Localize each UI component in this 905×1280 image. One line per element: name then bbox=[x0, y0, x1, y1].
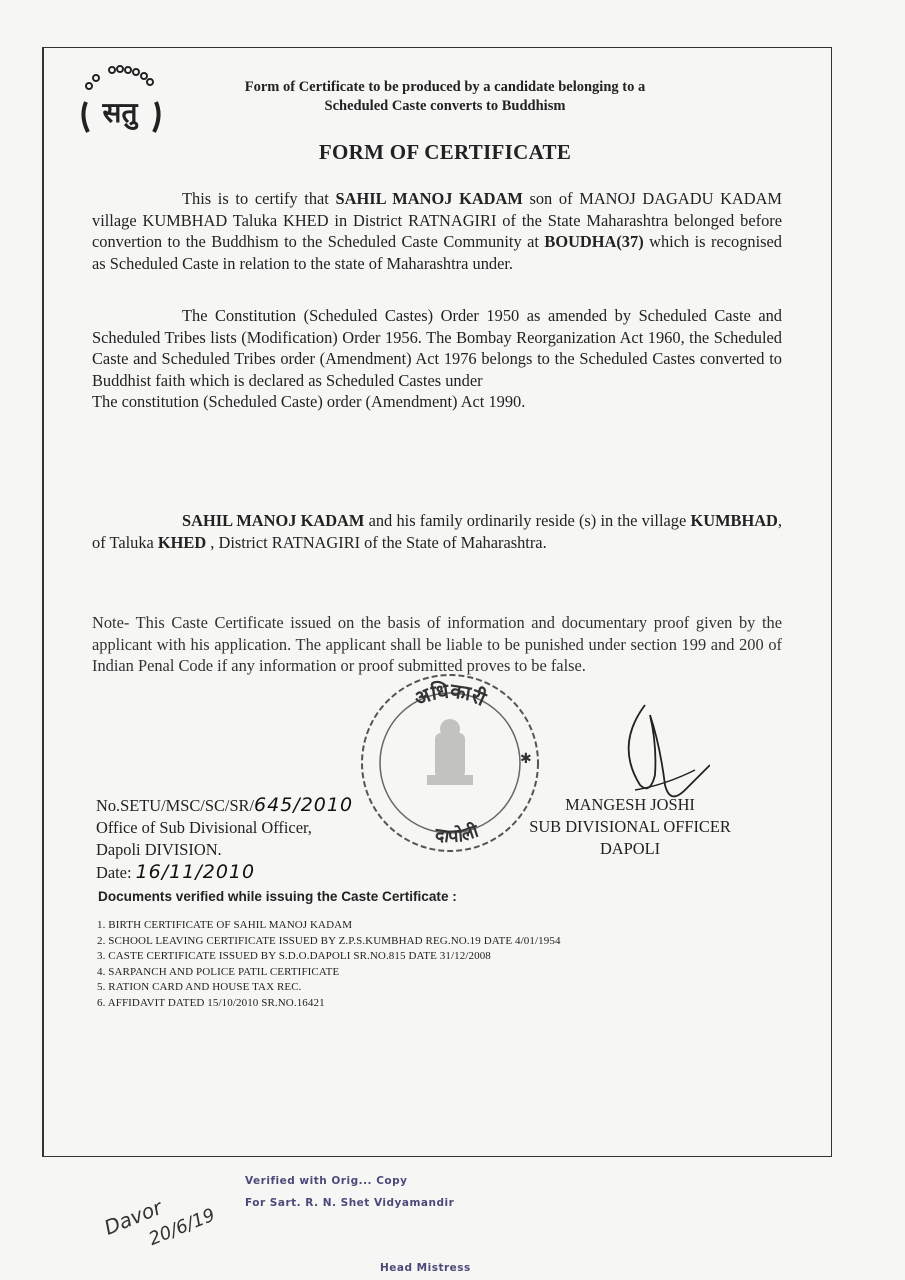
star-icon: ✱ bbox=[520, 752, 532, 767]
officer-name: MANGESH JOSHI bbox=[565, 795, 695, 814]
verification-stamp-line-1: Verified with Orig... Copy bbox=[245, 1175, 408, 1187]
issue-date-handwritten: 16/11/2010 bbox=[135, 861, 256, 883]
emblem-icon bbox=[427, 719, 473, 785]
setu-logo bbox=[74, 64, 166, 146]
issue-date bbox=[96, 861, 353, 884]
header-line-2: Scheduled Caste converts to Buddhism bbox=[324, 98, 566, 114]
header-line-1: Form of Certificate to be produced by a candidate belonging to a bbox=[244, 79, 646, 95]
documents-list bbox=[97, 918, 561, 1011]
initials-signature bbox=[95, 1170, 245, 1250]
constitution-last-line: The constitution (Scheduled Caste) order (Amendment) Act 1990. bbox=[92, 392, 526, 411]
para3-text-3: , District RATNAGIRI of the State of Maharashtra. bbox=[206, 532, 547, 552]
seal-bottom-text: दापोली bbox=[433, 820, 482, 848]
constitution-text: The Constitution (Scheduled Castes) Order 1950 as amended by Scheduled Caste and Scheduled Tribes lists (Modification) Order 1956. The Bombay Reorganization Act 1960, the Scheduled Caste and Scheduled Tribes order (Amendment) Act 1976 belongs to the Scheduled Castes converted to Buddhist faith which is declared as Scheduled Castes under bbox=[92, 306, 782, 390]
issuing-office bbox=[96, 794, 353, 884]
division-name: Dapoli DIVISION. bbox=[96, 840, 222, 859]
para1-text-3: which is recognised as Scheduled Caste in relation to the state of Maharashtra under. bbox=[92, 232, 782, 273]
constitution-paragraph bbox=[92, 305, 782, 413]
community-name: BOUDHA(37) bbox=[544, 232, 644, 251]
documents-title: Documents verified while issuing the Caste Certificate : bbox=[98, 889, 457, 904]
para3-text-1: and his family ordinarily reside (s) in the village bbox=[364, 511, 691, 530]
verification-stamp-line-3: Head Mistress bbox=[380, 1262, 471, 1274]
officer-block bbox=[505, 794, 755, 860]
para1-text-1: This is to certify that bbox=[182, 189, 336, 208]
date-label: Date: bbox=[96, 863, 136, 882]
certificate-number bbox=[96, 794, 353, 817]
office-name: Office of Sub Divisional Officer, bbox=[96, 818, 312, 837]
list-item: 6. AFFIDAVIT DATED 15/10/2010 SR.NO.16421 bbox=[97, 996, 325, 1009]
officer-place: DAPOLI bbox=[599, 839, 661, 858]
verification-stamp-line-2: For Sart. R. N. Shet Vidyamandir bbox=[245, 1197, 455, 1209]
certificate-number-handwritten: 645/2010 bbox=[254, 794, 354, 816]
residence-paragraph bbox=[92, 510, 782, 553]
note-paragraph: Note- This Caste Certificate issued on the basis of information and documentary proof given by the applicant with his application. The applicant shall be liable to be punished under section 199 and 200 of Indian Penal Code if any information or proof submitted proves to be false. bbox=[92, 613, 782, 675]
list-item: 3. CASTE CERTIFICATE ISSUED BY S.D.O.DAPOLI SR.NO.815 DATE 31/12/2008 bbox=[97, 950, 491, 962]
certification-paragraph bbox=[92, 188, 782, 274]
officer-designation: SUB DIVISIONAL OFFICER bbox=[529, 817, 731, 836]
page-title: FORM OF CERTIFICATE bbox=[318, 140, 572, 164]
list-item: 2. SCHOOL LEAVING CERTIFICATE ISSUED BY Z.P.S.KUMBHAD REG.NO.19 DATE 4/01/1954 bbox=[97, 934, 561, 947]
initials-date: 20/6/19 bbox=[145, 1204, 219, 1250]
para3-text-2: , of Taluka bbox=[92, 511, 783, 552]
taluka-name: KHED bbox=[157, 532, 207, 552]
resident-name: SAHIL MANOJ KADAM bbox=[182, 511, 365, 530]
list-item: 5. RATION CARD AND HOUSE TAX REC. bbox=[97, 981, 302, 993]
seal-top-text: अधिकारी bbox=[410, 678, 490, 711]
list-item: 4. SARPANCH AND POLICE PATIL CERTIFICATE bbox=[97, 965, 340, 978]
certificate-header bbox=[180, 78, 710, 116]
logo-text: सतु bbox=[102, 96, 138, 129]
initials-name: Davor bbox=[100, 1195, 166, 1240]
candidate-name: SAHIL MANOJ KADAM bbox=[335, 189, 523, 208]
list-item: 1. BIRTH CERTIFICATE OF SAHIL MANOJ KADAM bbox=[97, 919, 353, 931]
certificate-number-prefix: No.SETU/MSC/SC/SR/ bbox=[96, 796, 255, 815]
village-name: KUMBHAD bbox=[690, 511, 778, 530]
para1-text-2: son of MANOJ DAGADU KADAM village KUMBHAD Taluka KHED in District RATNAGIRI of the State Maharashtra belonged before convertion to the Buddhism to the Scheduled Caste Community at bbox=[92, 189, 782, 251]
